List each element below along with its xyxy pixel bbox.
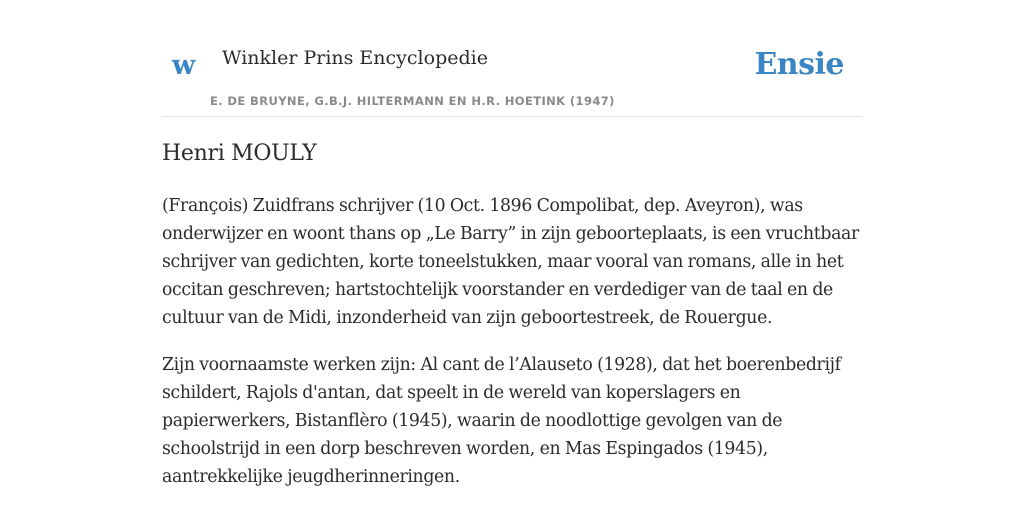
article-paragraph: Zijn voornaamste werken zijn: Al cant de l’Alauseto (1928), dat het boerenbedrijf schildert, Rajols d'antan, dat speelt in de wereld van koperslagers en papierwerkers, Bistanflèro (1945), waarin de noodlottige gevolgen van de schoolstrijd in een dorp beschreven worden, en Mas Espingados (1945), aantrekkelijke jeugdherinneringen. [162, 355, 841, 487]
brand-logo-link[interactable]: Ensie [754, 47, 844, 82]
article-paragraph: (François) Zuidfrans schrijver (10 Oct. 1896 Compolibat, dep. Aveyron), was onderwijzer en woont thans op „Le Barry” in zijn geboorteplaats, is een vruchtbaar schrijver van gedichten, korte toneelstukken, maar vooral van romans, alle in het occitan geschreven; hartstochtelijk voorstander en verdediger van de taal en de cultuur van de Midi, inzonderheid van zijn geboortestreek, de Rouergue. [162, 196, 859, 328]
article-title: Henri MOULY [162, 141, 317, 166]
source-header [162, 0, 862, 117]
source-authors: E. DE BRUYNE, G.B.J. HILTERMANN EN H.R. HOETINK (1947) [210, 94, 615, 108]
article [162, 138, 862, 491]
source-title-link[interactable]: Winkler Prins Encyclopedie [222, 47, 488, 69]
source-logo[interactable]: w [172, 50, 196, 81]
